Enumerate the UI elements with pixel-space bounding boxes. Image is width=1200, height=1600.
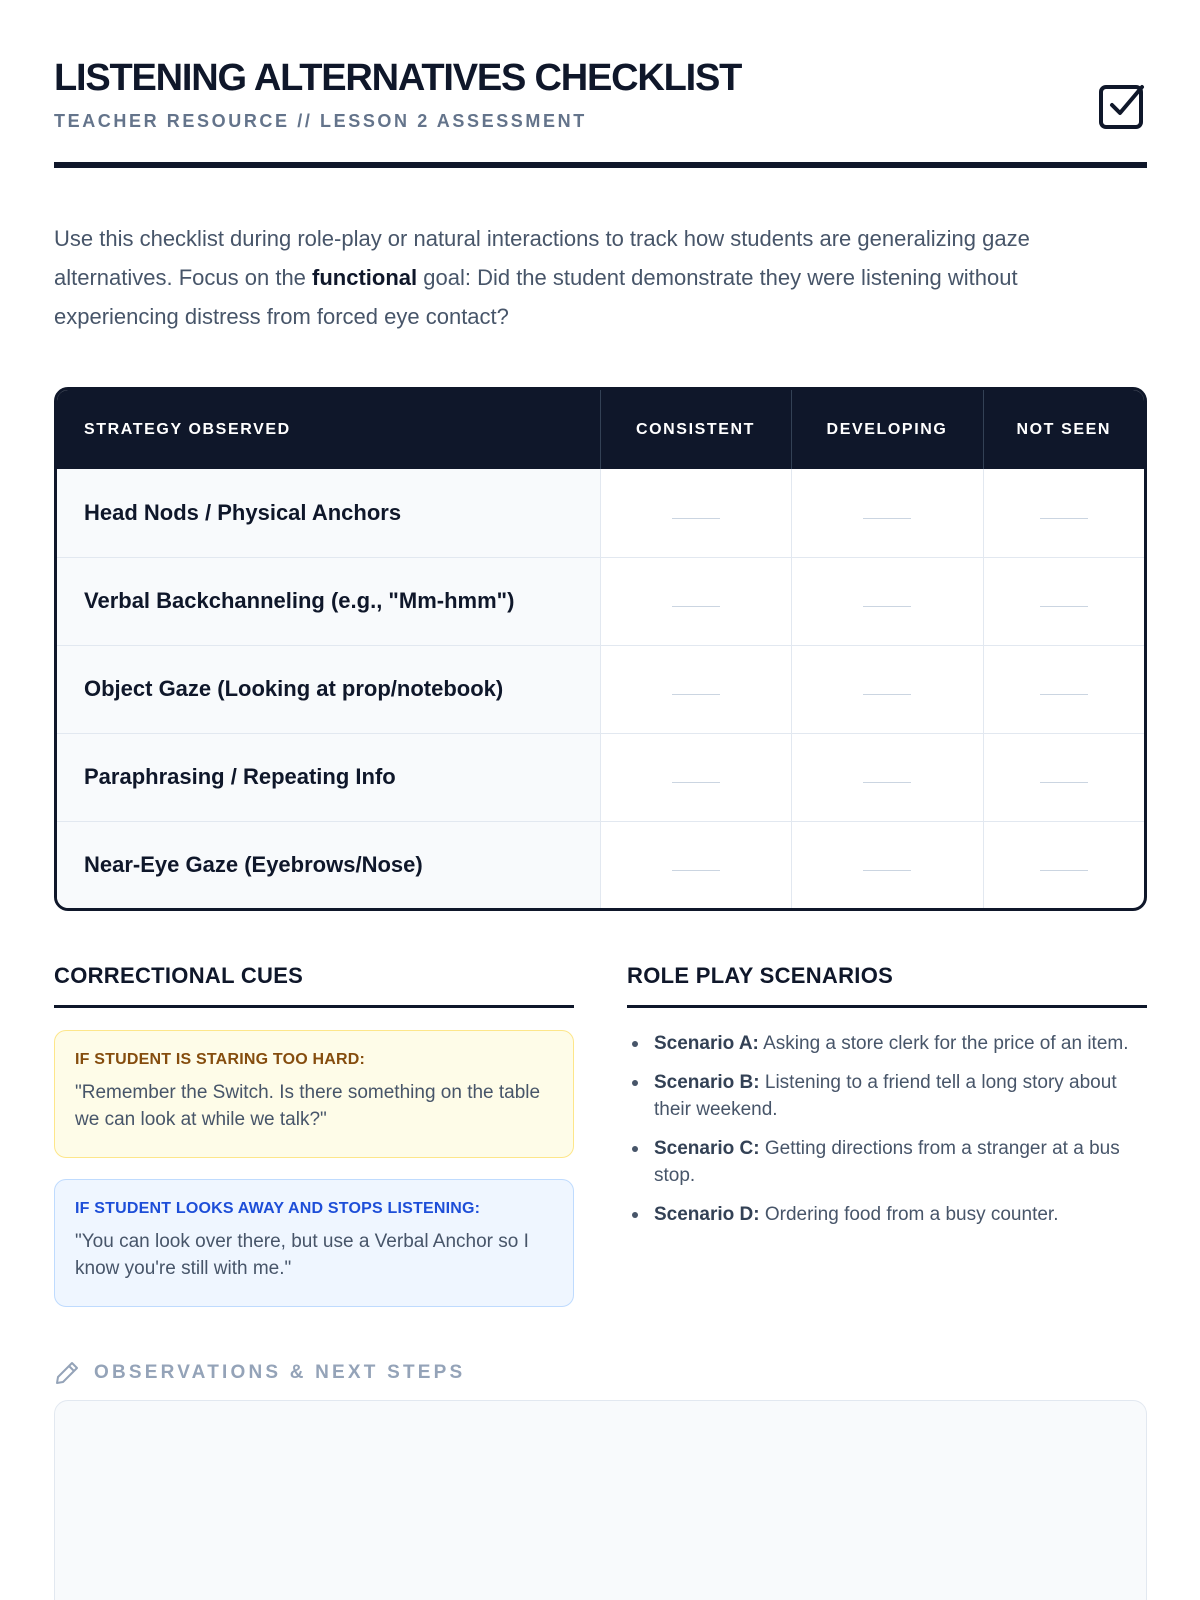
not-seen-cell[interactable] bbox=[983, 557, 1144, 645]
blank-line bbox=[672, 782, 720, 783]
consistent-cell[interactable] bbox=[600, 733, 791, 821]
blank-line bbox=[1040, 694, 1088, 695]
consistent-cell[interactable] bbox=[600, 469, 791, 557]
blank-line bbox=[1040, 870, 1088, 871]
blank-line bbox=[672, 518, 720, 519]
list-item bbox=[627, 1069, 1147, 1123]
intro-emphasis: functional bbox=[312, 265, 418, 290]
table-header-row bbox=[57, 390, 1144, 469]
observations-input-area[interactable] bbox=[54, 1400, 1147, 1600]
list-item bbox=[627, 1030, 1147, 1057]
scenario-text: Getting directions from a stranger at a bus stop. bbox=[654, 1138, 1120, 1186]
table-row bbox=[57, 733, 1144, 821]
developing-cell[interactable] bbox=[791, 469, 983, 557]
scenario-list bbox=[627, 1030, 1147, 1228]
developing-cell[interactable] bbox=[791, 645, 983, 733]
column-header-consistent: CONSISTENT bbox=[600, 390, 791, 469]
table-row bbox=[57, 557, 1144, 645]
not-seen-cell[interactable] bbox=[983, 733, 1144, 821]
scenario-label: Scenario A: bbox=[654, 1033, 759, 1054]
checkbox-checked-icon bbox=[1097, 81, 1147, 131]
blank-line bbox=[863, 870, 911, 871]
developing-cell[interactable] bbox=[791, 821, 983, 909]
page-title: LISTENING ALTERNATIVES CHECKLIST bbox=[54, 57, 742, 99]
section-title-scenarios: ROLE PLAY SCENARIOS bbox=[627, 963, 1147, 1008]
observations-label: OBSERVATIONS & NEXT STEPS bbox=[94, 1362, 466, 1383]
table-row bbox=[57, 821, 1144, 909]
blank-line bbox=[672, 606, 720, 607]
consistent-cell[interactable] bbox=[600, 821, 791, 909]
blank-line bbox=[672, 870, 720, 871]
list-item bbox=[627, 1201, 1147, 1228]
list-item bbox=[627, 1135, 1147, 1189]
not-seen-cell[interactable] bbox=[983, 645, 1144, 733]
intro-text-2: goal: Did the student demonstrate they were listening without experiencing distress from forced eye contact? bbox=[54, 265, 1018, 329]
strategy-label: Head Nods / Physical Anchors bbox=[57, 469, 600, 557]
cue-text: "You can look over there, but use a Verbal Anchor so I know you're still with me." bbox=[75, 1231, 529, 1279]
scenario-text: Listening to a friend tell a long story about their weekend. bbox=[654, 1072, 1117, 1120]
page-header bbox=[54, 55, 1147, 168]
not-seen-cell[interactable] bbox=[983, 821, 1144, 909]
consistent-cell[interactable] bbox=[600, 645, 791, 733]
scenario-text: Ordering food from a busy counter. bbox=[759, 1204, 1059, 1225]
cue-heading: IF STUDENT IS STARING TOO HARD: bbox=[75, 1051, 366, 1068]
strategy-label: Paraphrasing / Repeating Info bbox=[57, 733, 600, 821]
table-row bbox=[57, 645, 1144, 733]
pencil-icon bbox=[54, 1360, 80, 1386]
table-row bbox=[57, 469, 1144, 557]
blank-line bbox=[1040, 782, 1088, 783]
column-header-developing: DEVELOPING bbox=[791, 390, 983, 469]
column-header-strategy: STRATEGY OBSERVED bbox=[57, 390, 600, 469]
developing-cell[interactable] bbox=[791, 557, 983, 645]
blank-line bbox=[1040, 606, 1088, 607]
observations-header bbox=[54, 1359, 465, 1387]
scenario-label: Scenario D: bbox=[654, 1204, 760, 1225]
intro-text-1: Use this checklist during role-play or natural interactions to track how students are generalizing gaze alternatives. Focus on the bbox=[54, 226, 1030, 290]
blank-line bbox=[863, 694, 911, 695]
strategy-label: Object Gaze (Looking at prop/notebook) bbox=[57, 645, 600, 733]
column-header-not-seen: NOT SEEN bbox=[983, 390, 1144, 469]
page-subtitle: TEACHER RESOURCE // LESSON 2 ASSESSMENT bbox=[54, 111, 587, 131]
cue-card-looking-away bbox=[54, 1179, 574, 1307]
cue-heading: IF STUDENT LOOKS AWAY AND STOPS LISTENING: bbox=[75, 1200, 481, 1217]
blank-line bbox=[863, 518, 911, 519]
intro-paragraph bbox=[54, 219, 1147, 336]
cue-text: "Remember the Switch. Is there something on the table we can look at while we talk?" bbox=[75, 1082, 541, 1130]
consistent-cell[interactable] bbox=[600, 557, 791, 645]
blank-line bbox=[1040, 518, 1088, 519]
blank-line bbox=[672, 694, 720, 695]
section-title-cues: CORRECTIONAL CUES bbox=[54, 963, 574, 1008]
developing-cell[interactable] bbox=[791, 733, 983, 821]
scenario-label: Scenario C: bbox=[654, 1138, 760, 1159]
strategy-label: Near-Eye Gaze (Eyebrows/Nose) bbox=[57, 821, 600, 909]
scenario-text: Asking a store clerk for the price of an item. bbox=[758, 1033, 1129, 1054]
scenario-label: Scenario B: bbox=[654, 1072, 760, 1093]
correctional-cues-section bbox=[54, 963, 574, 1307]
role-play-section bbox=[627, 963, 1147, 1240]
strategy-label: Verbal Backchanneling (e.g., "Mm-hmm") bbox=[57, 557, 600, 645]
blank-line bbox=[863, 606, 911, 607]
blank-line bbox=[863, 782, 911, 783]
checklist-table bbox=[54, 387, 1147, 911]
not-seen-cell[interactable] bbox=[983, 469, 1144, 557]
cue-card-staring bbox=[54, 1030, 574, 1158]
